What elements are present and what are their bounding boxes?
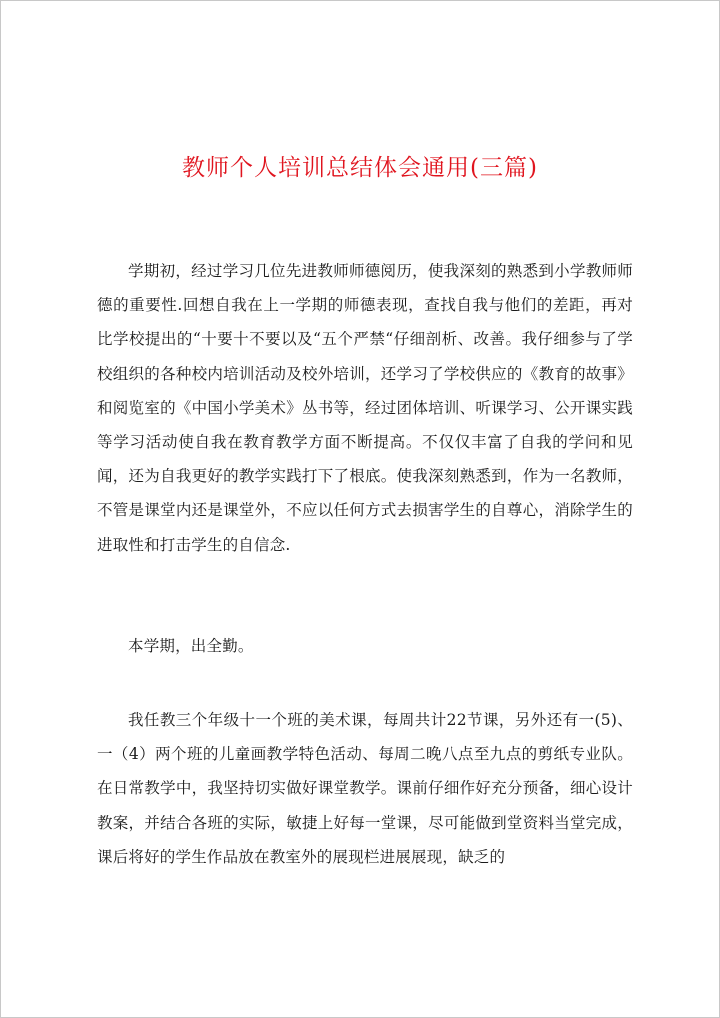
paragraph-1: 学期初，经过学习几位先进教师师德阅历，使我深刻的熟悉到小学教师师德的重要性.回想自我在上一学期的师德表现，查找自我与他们的差距，再对比学校提出的“十要十不要以及“五个严禁“仔细剖析、改善。我仔细参与了学校组织的各种校内培训活动及校外培训，还学习了学校供应的《教育的故事》和阅览室的《中国小学美术》丛书等，经过团体培训、听课学习、公开课实践等学习活动使自我在教育教学方面不断提高。不仅仅丰富了自我的学问和见闻，还为自我更好的教学实践打下了根底。使我深刻熟悉到，作为一名教师，不管是课堂内还是课堂外，不应以任何方式去损害学生的自尊心，消除学生的进取性和打击学生的自信念. (97, 262, 633, 554)
document-title: 教师个人培训总结体会通用(三篇) (182, 155, 538, 181)
paragraph-2: 本学期，出全勤。 (128, 637, 254, 655)
paragraph-3: 我任教三个年级十一个班的美术课，每周共计22节课，另外还有一(5)、一（4）两个班的儿童画教学特色活动、每周二晚八点至九点的剪纸专业队。在日常教学中，我坚持切实做好课堂教学。课前仔细作好充分预备，细心设计教案，并结合各班的实际，敏捷上好每一堂课，尽可能做到堂资料当堂完成，课后将好的学生作品放在教室外的展现栏进展展现，缺乏的 (97, 711, 633, 866)
